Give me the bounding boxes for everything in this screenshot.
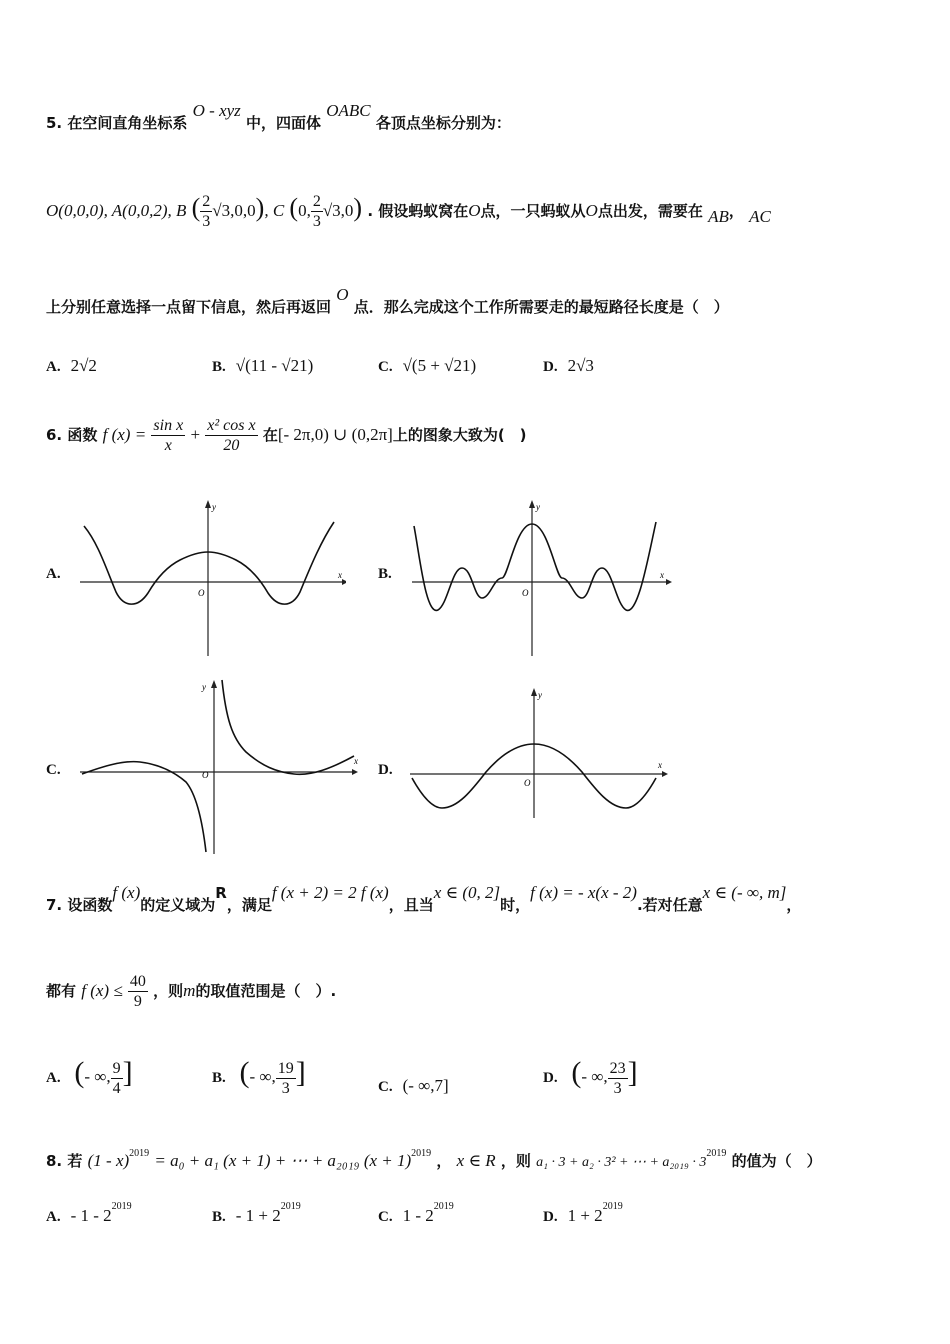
q5-option-c[interactable]: C. √(5 + √21) — [378, 356, 477, 375]
q6-graph-d — [406, 686, 670, 822]
svg-text:y: y — [212, 502, 216, 512]
svg-text:O: O — [198, 588, 205, 598]
q8-t1: ， — [436, 1152, 452, 1170]
q8-option-b[interactable]: B. - $1 + 2^{2019}$ — [212, 1201, 301, 1225]
q5-intro: 在空间直角坐标系 — [67, 114, 188, 132]
q7-t1: 的定义域为 — [140, 896, 216, 914]
q5-comma: ， — [728, 202, 744, 221]
q6-graph-b — [408, 498, 672, 658]
q6-graph-a-label[interactable]: A. — [46, 566, 61, 582]
q6-tail: 上的图象大致为( ) — [392, 426, 527, 445]
q5-line3-text2: 点．那么完成这个工作所需要走的最短路径长度是（ ） — [353, 298, 729, 316]
q7-t5: .若对任意 — [636, 896, 703, 914]
q5-option-a-value: 2√2 — [70, 356, 97, 375]
q5-line2-text3: 点出发，需要在 — [597, 202, 703, 221]
q6-fx: f (x) = — [102, 425, 147, 445]
svg-text:y: y — [536, 502, 540, 512]
q5-point-o3: O — [336, 285, 349, 304]
q5-seg-ac: AC — [749, 207, 771, 227]
q5-c-rest: √3,0 — [322, 201, 354, 221]
q5-line2-text1: . 假设蚂蚁窝在 — [367, 202, 469, 221]
q5-line1 — [46, 101, 511, 133]
q5-line3-text1: 上分别任意选择一点留下信息，然后再返回 — [46, 298, 332, 316]
q7-line2-t3: 的取值范围是（ ）. — [195, 982, 337, 1001]
q6-number: 6. — [46, 426, 63, 445]
svg-text:x: x — [338, 570, 342, 580]
q5-number: 5. — [46, 114, 63, 132]
svg-text:x: x — [660, 570, 664, 580]
q5-option-d-value: 2√3 — [567, 356, 594, 375]
q7-line2-t2: ，则 — [153, 982, 184, 1001]
q6-graph-c-label[interactable]: C. — [46, 762, 61, 778]
q8-lhs-exp: 2019 — [129, 1148, 150, 1159]
q7-option-a[interactable]: A. (- ∞, $\frac{9}{4}$ ] — [46, 1056, 133, 1098]
q7-intro: 设函数 — [67, 896, 113, 914]
q7-line2-t1: 都有 — [46, 982, 77, 1001]
q8-rhs-exp: 2019 — [411, 1148, 432, 1159]
svg-text:y: y — [538, 690, 542, 700]
q6-graph-c — [76, 678, 360, 856]
q7-cond2: x ∈ (0, 2] — [433, 883, 501, 902]
q8-lhs: (1 - x) — [87, 1151, 130, 1170]
svg-text:y: y — [202, 682, 206, 692]
svg-text:x: x — [658, 760, 662, 770]
q8-sum-exp: 2019 — [706, 1148, 727, 1159]
q8-option-a[interactable]: A. - $1 - 2^{2019}$ — [46, 1201, 132, 1225]
q5-tail: 各顶点坐标分别为： — [375, 114, 511, 132]
q8-intro: 若 — [67, 1152, 83, 1170]
q5-c-frac: $\frac{2}{3}$ — [312, 193, 321, 231]
q7-r: R — [215, 884, 227, 902]
svg-text:x: x — [354, 756, 358, 766]
q5-option-b-value: √(11 - √21) — [235, 356, 314, 375]
q7-cond3: f (x) = - x(x - 2) — [530, 883, 637, 902]
q5-mid: 中，四面体 — [246, 114, 322, 132]
q5-c-label: , C — [264, 201, 285, 221]
q5-coords-left: O(0,0,0), A(0,0,2), B — [46, 201, 187, 221]
q6-intro: 函数 — [67, 426, 98, 445]
q7-line1 — [46, 883, 802, 915]
q6-plus: + — [190, 425, 201, 445]
q7-t2: ，满足 — [226, 896, 272, 914]
q7-t6: ， — [786, 896, 802, 914]
q5-line2-text2: 点，一只蚂蚁从 — [480, 202, 586, 221]
q8-t3: 的值为（ ） — [731, 1152, 822, 1170]
q7-option-c[interactable]: C. (- ∞,7] — [378, 1076, 449, 1095]
q8-line1 — [46, 1150, 822, 1171]
svg-text:O: O — [524, 778, 531, 788]
q6-domain: [- 2π,0) ∪ (0,2π] — [277, 425, 393, 445]
q7-cond4: x ∈ (- ∞, m] — [702, 883, 787, 902]
q5-system: O - xyz — [192, 101, 241, 120]
q5-option-d[interactable]: D. 2√3 — [543, 356, 594, 375]
q6-graph-d-label[interactable]: D. — [378, 762, 393, 778]
q7-ineq-frac: $\frac{40}{9}$ — [129, 973, 146, 1011]
q6-line1 — [46, 416, 527, 455]
q5-option-b[interactable]: B. √(11 - √21) — [212, 356, 314, 375]
q8-sum: a₁ · 3 + a₂ · 3² + ⋯ + a₂₀₁₉ · 3 — [536, 1155, 707, 1170]
q8-option-c[interactable]: C. $1 - 2^{2019}$ — [378, 1201, 454, 1225]
q5-line3 — [46, 285, 729, 317]
q7-cond1: f (x + 2) = 2 f (x) — [271, 883, 389, 902]
q5-line2: O(0,0,0), A(0,0,2), B ( $\frac{2}{3}$ √3,0,0), C (0, $\frac{2}{3}$ √3,0) . 假设蚂蚁窝在O点，一只蚂蚁从O点出发，需要在 AB， AC — [46, 193, 771, 231]
q5-tetra: OABC — [326, 101, 371, 120]
q5-option-a[interactable]: A. 2√2 — [46, 356, 97, 375]
q5-point-o2: O — [585, 201, 598, 221]
q7-fx: f (x) — [112, 883, 141, 902]
q7-option-d[interactable]: D. (- ∞, $\frac{23}{3}$ ] — [543, 1056, 638, 1098]
q5-point-o: O — [468, 201, 481, 221]
svg-text:O: O — [522, 588, 529, 598]
q6-term2: $\frac{\text{x² cos x}}{20}$ — [207, 417, 256, 455]
q7-t3: ，且当 — [388, 896, 434, 914]
q7-option-b[interactable]: B. (- ∞, $\frac{19}{3}$ ] — [212, 1056, 306, 1098]
q5-c-zero: 0, — [298, 201, 311, 221]
q7-ineq: f (x) ≤ — [81, 981, 123, 1001]
q5-option-c-value: √(5 + √21) — [402, 356, 477, 375]
svg-text:O: O — [202, 770, 209, 780]
q6-graph-b-label[interactable]: B. — [378, 566, 392, 582]
q7-line2 — [46, 972, 336, 1011]
q6-term1: $\frac{\text{sin x}}{x}$ — [153, 417, 184, 455]
q7-number: 7. — [46, 896, 63, 914]
q7-m: m — [183, 981, 196, 1001]
q5-b-frac: $\frac{2}{3}$ — [202, 193, 211, 231]
q6-mid: 在 — [262, 426, 278, 445]
q8-number: 8. — [46, 1152, 63, 1170]
q7-t4: 时， — [500, 896, 531, 914]
q8-t2: ，则 — [500, 1152, 531, 1170]
q8-xr: x ∈ R — [456, 1151, 496, 1170]
q5-b-rest: √3,0,0 — [212, 201, 256, 221]
q8-option-d[interactable]: D. $1 + 2^{2019}$ — [543, 1201, 623, 1225]
q6-graph-a — [76, 498, 346, 658]
q5-seg-ab: AB — [708, 207, 729, 227]
q8-rhs: = a₀ + a₁ (x + 1) + ⋯ + a₂₀₁₉ (x + 1) — [154, 1151, 412, 1170]
